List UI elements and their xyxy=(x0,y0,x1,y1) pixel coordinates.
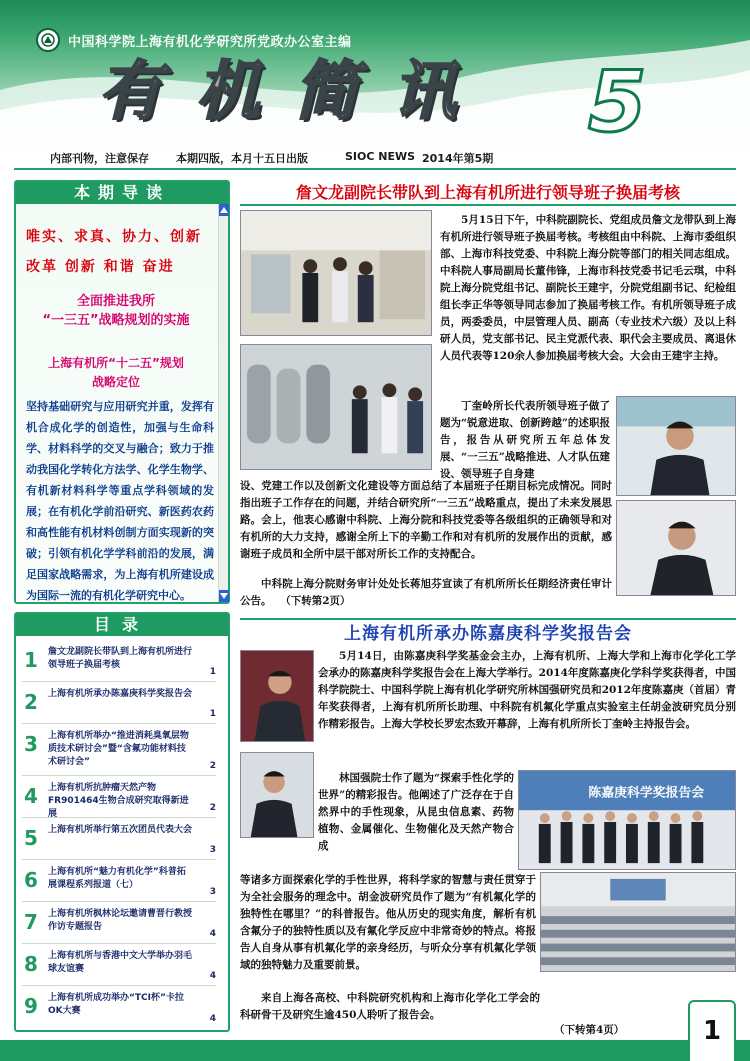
toc-item[interactable] xyxy=(22,862,216,902)
article2-para3: 等诸多方面探索化学的手性世界，将科学家的智慧与责任贯穿于为全社会服务的理念中。胡金波研究员作了题为“有机氟化学的独特性在哪里？”的科普报告。他从历史的现实角度，解析有机含氟分子的独特性质以及有氟化学反应中非常奇妙的特点。将报告人自身从事有机氟化学的亲身经历，与听众分享有机氟化学领域的独特魅力及重要前景。 xyxy=(240,874,536,971)
page-number: 1 xyxy=(688,1000,736,1061)
masthead-title xyxy=(98,54,456,129)
toc-text: 詹文龙副院长带队到上海有机所进行领导班子换届考核 xyxy=(48,647,193,670)
issue-number: 5 xyxy=(588,53,647,148)
toc-page: 3 xyxy=(209,887,216,897)
article1-paragraph-1 xyxy=(440,212,736,365)
masthead-char: 讯 xyxy=(392,54,456,129)
masthead-char: 机 xyxy=(196,54,260,129)
toc-page: 1 xyxy=(209,667,216,677)
toc-page: 1 xyxy=(209,709,216,719)
toc-text: 上海有机所成功举办“TCI杯”卡拉OK大赛 xyxy=(48,993,184,1016)
guide-subtitle-2: 上海有机所“十二五”规划 战略定位 xyxy=(48,356,184,389)
org-name: 中国科学院上海有机化学研究所党政办公室主编 xyxy=(68,34,352,50)
article2-para1: 5月14日，由陈嘉庚科学奖基金会主办，上海有机所、上海大学和上海市化学化工学会承办的陈嘉庚科学奖报告会在上海大学举行。2014年度陈嘉庚化学科学奖获得者，中国科学院院士、中国科学院上海有机化学研究所林国强研究员和2012年度陈嘉庚（首届）青年奖获得者，上海有机所所长助理、中科院有机氟化学重点实验室主任胡金波研究员分别作精彩报告。上海大学校长罗宏杰致开幕辞，上海有机所所长丁奎岭主持报告会。 xyxy=(318,650,736,730)
toc-number: 7 xyxy=(24,910,38,934)
toc-page: 4 xyxy=(209,971,216,981)
toc-page: 4 xyxy=(209,1014,216,1024)
toc-page: 2 xyxy=(209,761,216,771)
article2-paragraph-2 xyxy=(318,770,514,855)
article2-paragraph-4 xyxy=(240,990,540,1024)
article2-para2: 林国强院士作了题为“探索手性化学的世界”的精彩报告。他阐述了广泛存在于自然界中的手性现象，从昆虫信息素、药物植物、金属催化、生物催化及天然产物合成 xyxy=(318,772,514,852)
article1-para3: 设、党建工作以及创新文化建设等方面总结了本届班子任期目标完成情况。同时指出班子工作存在的问题，并结合研究所“一三五”战略重点，提出了未来发展思路。会上，他衷心感谢中科院、上海分院和科技党委等各级组织的正确领导和对有机所的大力支持，感谢全所上下的辛勤工作和对有机所的发展作出的贡献，感谢班子成员和全所中层干部对所长工作的支持配合。 xyxy=(240,480,612,560)
guide-heading: 本期导读 xyxy=(16,182,228,204)
article2-para4: 来自上海各高校、中科院研究机构和上海市化学化工学会的科研骨干及研究生逾450人聆听了报告会。 xyxy=(240,992,540,1021)
masthead-char: 简 xyxy=(294,54,358,129)
guide-paragraph: 坚持基础研究与应用研究并重，发挥有机合成化学的创造性，加强与生命科学、材料科学的交叉与融合；致力于推动我国化学转化方法学、化学生物学、有机新材料科学等重点学科领域的发展；在有机化学前沿研究、新医药农药和高性能有机材料创制方面实现新的突破；引领有机化学学科前沿的发展，满足国家战略需求，为上海有机所建设成为国际一流的有机化学研究中心。 xyxy=(26,400,214,602)
photo-speaker-1 xyxy=(616,396,736,496)
masthead-header xyxy=(0,0,750,148)
guide-scrollbar[interactable] xyxy=(218,204,228,602)
photo-speaker-2 xyxy=(616,500,736,596)
scroll-down-arrow-icon[interactable] xyxy=(219,590,229,602)
article2-paragraph-1 xyxy=(318,648,736,733)
masthead-char: 有 xyxy=(98,54,162,129)
org-line xyxy=(36,28,352,52)
toc-number: 1 xyxy=(24,648,38,672)
toc-text: 上海有机所抗肿瘤天然产物FR901464生物合成研究取得新进展 xyxy=(48,783,189,819)
article1-para2: 丁奎岭所长代表所领导班子做了题为“锐意进取、创新跨越”的述职报告，报告从研究所五年总体发展、“一三五”战略推进、人才队伍建设、领导班子自身建 xyxy=(440,400,610,480)
toc-page: 4 xyxy=(209,929,216,939)
article1-para1: 5月15日下午，中科院副院长、党组成员詹文龙带队到上海有机所进行领导班子换届考核。考核组由中科院、上海市委组织部、上海市科技党委、中科院上海分院等部门的相关同志组成。中科院人事局副局长董伟锋，上海市科技党委书记毛云琪，中科院上海分院党组书记、副院长王建宇，分院党组副书记、纪检组组长李正华等领导同志参加了换届考核工作。有机所领导班子成员，两委委员，中层管理人员、副高（专业技术六级）及以上科研人员，党支部书记、民主党派代表、职代会主要成员、离退休人员代表等120余人参加换届考核大会。大会由王建宇主持。 xyxy=(440,214,736,362)
issue-label: 2014年第5期 xyxy=(422,152,494,165)
toc-page: 3 xyxy=(209,845,216,855)
toc-number: 4 xyxy=(24,784,38,808)
article1-paragraph-3 xyxy=(240,478,612,563)
scroll-up-arrow-icon[interactable] xyxy=(219,204,229,216)
toc-item[interactable] xyxy=(22,988,216,1028)
toc-text: 上海有机所举办“推进消耗臭氧层物质技术研讨会”暨“含氟功能材料技术研讨会” xyxy=(48,731,189,767)
toc-text: 上海有机所“魅力有机化学”科普拓展课程系列报道（七） xyxy=(48,867,186,890)
toc-text: 上海有机所举行第五次团员代表大会 xyxy=(48,825,193,835)
toc-item[interactable] xyxy=(22,904,216,944)
photo-audience-hall xyxy=(540,872,736,972)
toc-item[interactable] xyxy=(22,726,216,776)
toc-number: 9 xyxy=(24,994,38,1018)
article1-continuation: （下转第2页） xyxy=(285,595,351,607)
toc-panel xyxy=(14,612,230,1032)
article2-paragraph-3 xyxy=(240,872,536,974)
toc-item[interactable] xyxy=(22,778,216,818)
toc-text: 上海有机所与香港中文大学举办羽毛球友谊赛 xyxy=(48,951,193,974)
toc-number: 3 xyxy=(24,732,38,756)
banner-text: 陈嘉庚科学奖报告会 xyxy=(588,785,705,801)
footer-bar xyxy=(0,1040,750,1061)
photo-lab-visit xyxy=(240,344,432,470)
cas-logo-icon xyxy=(36,28,60,52)
slogan-line-1: 唯实、求真、协力、创新 xyxy=(26,229,202,245)
toc-number: 5 xyxy=(24,826,38,850)
toc-item[interactable] xyxy=(22,820,216,860)
toc-heading: 目录 xyxy=(16,614,228,636)
toc-number: 2 xyxy=(24,690,38,714)
photo-hu-jinbo xyxy=(240,752,314,838)
article1-title: 詹文龙副院长带队到上海有机所进行领导班子换届考核 xyxy=(240,180,736,206)
photo-lin-guoqiang xyxy=(240,650,314,742)
article1-paragraph-4 xyxy=(240,576,612,610)
toc-item[interactable] xyxy=(22,946,216,986)
header-divider xyxy=(14,168,736,170)
toc-number: 8 xyxy=(24,952,38,976)
toc-number: 6 xyxy=(24,868,38,892)
guide-panel xyxy=(14,180,230,604)
article1-paragraph-2-cont xyxy=(440,398,610,483)
slogan-line-2: 改革 创新 和谐 奋进 xyxy=(26,259,175,275)
guide-subtitle-1: 全面推进我所 “一三五”战略规划的实施 xyxy=(42,294,190,328)
article2-continuation: （下转第4页） xyxy=(554,1024,625,1036)
internal-note: 内部刊物，注意保存 xyxy=(50,152,149,165)
photo-award-group xyxy=(518,770,736,870)
article1-para4: 中科院上海分院财务审计处处长蒋旭芬宣读了有机所所长任期经济责任审计公告。 xyxy=(240,578,612,607)
photo-corridor-visit xyxy=(240,210,432,336)
edition-note: 本期四版，本月十五日出版 xyxy=(176,152,308,165)
toc-page: 2 xyxy=(209,803,216,813)
article2-title: 上海有机所承办陈嘉庚科学奖报告会 xyxy=(240,618,736,644)
toc-text: 上海有机所承办陈嘉庚科学奖报告会 xyxy=(48,689,193,699)
sioc-news-label: SIOC NEWS xyxy=(345,150,416,163)
toc-item[interactable] xyxy=(22,642,216,682)
toc-text: 上海有机所枫林论坛邀请曹晋行教授作访专题报告 xyxy=(48,909,193,932)
toc-item[interactable] xyxy=(22,684,216,724)
